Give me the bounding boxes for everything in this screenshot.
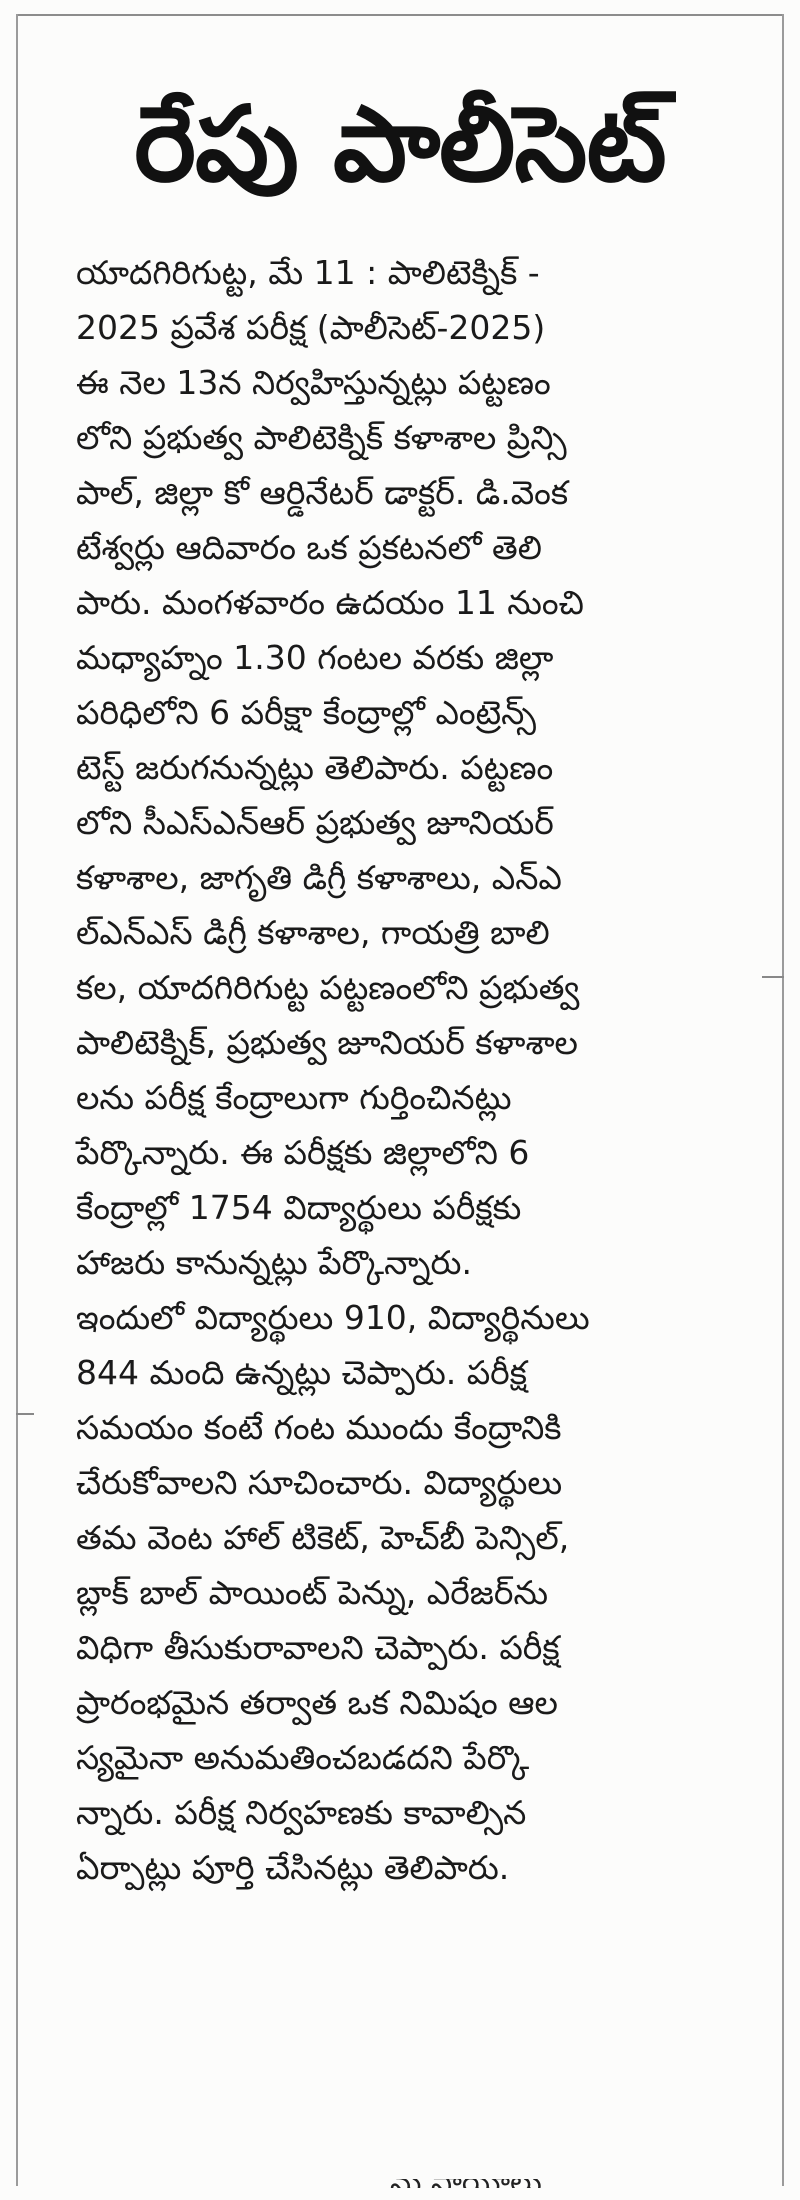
article-line: స్యమైనా అనుమతించబడదని పేర్కొ <box>76 1738 530 1777</box>
article-line: కళాశాల, జాగృతి డిగ్రీ కళాశాలు, ఎన్ఎ <box>76 858 562 897</box>
article-line: చేరుకోవాలని సూచించారు. విద్యార్థులు <box>76 1463 563 1502</box>
article-line: లోని ప్రభుత్వ పాలిటెక్నిక్ కళాశాల ప్రిన్సి <box>76 418 567 457</box>
article-line: టెస్ట్ జరుగనున్నట్లు తెలిపారు. పట్టణం <box>76 748 554 787</box>
article-line: బ్లాక్ బాల్ పాయింట్ పెన్ను, ఎరేజర్‌ను <box>76 1573 549 1612</box>
article-line: కల, యాదగిరిగుట్ట పట్టణంలోని ప్రభుత్వ <box>76 968 580 1007</box>
article-line: పారు. మంగళవారం ఉదయం 11 నుంచి <box>76 583 584 622</box>
article-body <box>76 245 730 1895</box>
article-line: ప్రారంభమైన తర్వాత ఒక నిమిషం ఆల <box>76 1683 558 1722</box>
article-line: లోని సీఎస్ఎన్ఆర్ ప్రభుత్వ జూనియర్ <box>76 803 554 842</box>
article-line: ఈ నెల 13న నిర్వహిస్తున్నట్లు పట్టణం <box>76 363 551 402</box>
article-line: సమయం కంటే గంట ముందు కేంద్రానికి <box>76 1408 562 1447</box>
top-rule <box>18 14 782 16</box>
footer-strip <box>0 2188 800 2200</box>
article-line: తమ వెంట హాల్ టికెట్, హెచ్‌బీ పెన్సిల్, <box>76 1518 570 1557</box>
right-rule-tick <box>762 976 784 978</box>
article-line: 2025 ప్రవేశ పరీక్ష (పాలీసెట్-2025) <box>76 308 546 347</box>
article-line: ఏర్పాట్లు పూర్తి చేసినట్లు తెలిపారు. <box>76 1848 510 1887</box>
headline: రేపు పాలీసెట్ <box>134 83 666 205</box>
article-line: 844 మంది ఉన్నట్లు చెప్పారు. పరీక్ష <box>76 1353 527 1392</box>
left-column-rule <box>16 14 18 2186</box>
article-line: పేర్కొన్నారు. ఈ పరీక్షకు జిల్లాలోని 6 <box>76 1133 530 1172</box>
right-column-rule <box>782 14 784 2186</box>
left-rule-tick <box>16 1413 34 1415</box>
article-line: హాజరు కానున్నట్లు పేర్కొన్నారు. <box>76 1243 472 1282</box>
article-line: న్నారు. పరీక్ష నిర్వహణకు కావాల్సిన <box>76 1793 527 1832</box>
article-line: ల్ఎన్ఎస్ డిగ్రీ కళాశాల, గాయత్రి బాలి <box>76 913 550 952</box>
article-line: పాల్, జిల్లా కో ఆర్డినేటర్ డాక్టర్. డి.వెంక <box>76 473 569 512</box>
article-line: లను పరీక్ష కేంద్రాలుగా గుర్తించినట్లు <box>76 1078 512 1117</box>
article-line: ఇందులో విద్యార్థులు 910, విద్యార్థినులు <box>76 1298 590 1337</box>
article-line: మధ్యాహ్నం 1.30 గంటల వరకు జిల్లా <box>76 638 554 677</box>
article-line: యాదగిరిగుట్ట, మే 11 : పాలిటెక్నిక్ - <box>76 253 540 292</box>
article-line: కేంద్రాల్లో 1754 విద్యార్థులు పరీక్షకు <box>76 1188 522 1227</box>
article-line: పాలిటెక్నిక్, ప్రభుత్వ జూనియర్ కళాశాల <box>76 1023 578 1062</box>
article-line: టేశ్వర్లు ఆదివారం ఒక ప్రకటనలో తెలి <box>76 528 542 567</box>
article-line: విధిగా తీసుకురావాలని చెప్పారు. పరీక్ష <box>76 1628 560 1667</box>
article-line: పరిధిలోని 6 పరీక్షా కేంద్రాల్లో ఎంట్రెన్స్ <box>76 693 537 732</box>
